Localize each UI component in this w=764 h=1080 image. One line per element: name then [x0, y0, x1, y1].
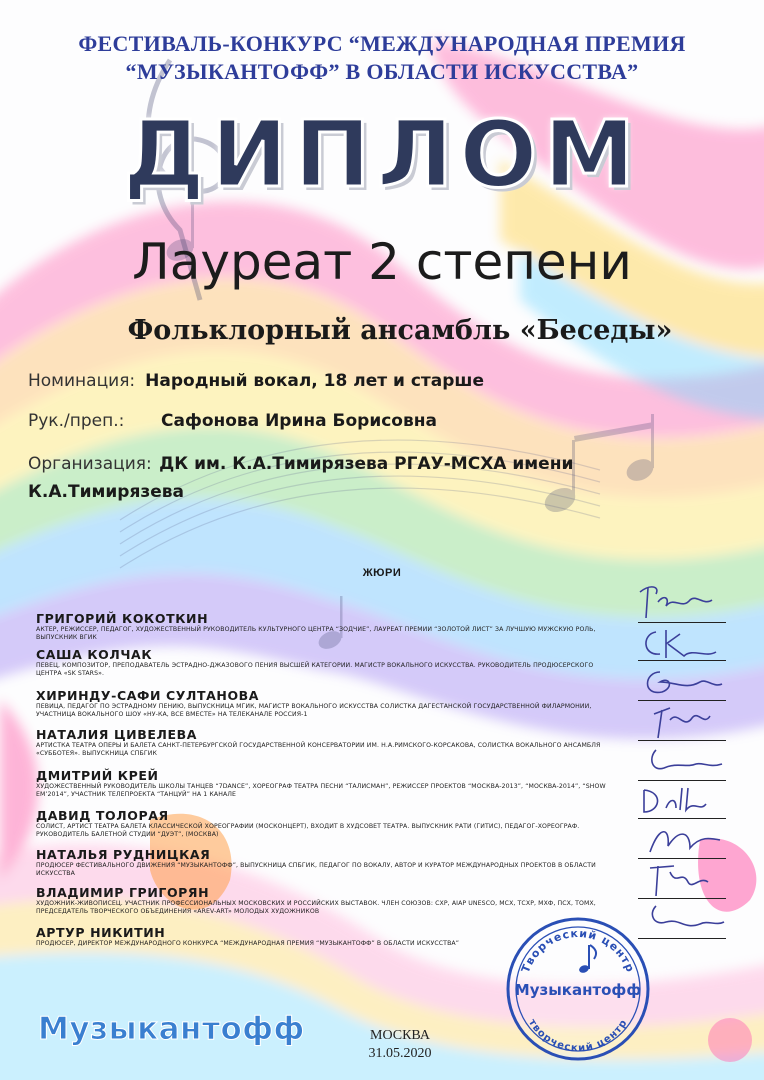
jury-member	[36, 847, 621, 878]
jury-member-description: ПРОДЮСЕР ФЕСТИВАЛЬНОГО ДВИЖЕНИЯ “МУЗЫКАНТОФФ”, ВЫПУСКНИЦА СПБГИК, ПЕДАГОГ ПО ВОКАЛУ, АВТОР И КУРАТОР МЕЖДУНАРОДНЫХ ПРОЕКТОВ В ОБЛАСТИ ИСКУССТВА	[36, 862, 596, 877]
award-level: Лауреат 2 степени	[132, 233, 632, 291]
organization-value-line-1: ДК им. К.А.Тимирязева РГАУ-МСХА имени	[159, 454, 574, 474]
jury-member-description: ХУДОЖНИК-ЖИВОПИСЕЦ. УЧАСТНИК ПРОФЕССИОНАЛЬНЫХ МОСКОВСКИХ И РОССИЙСКИХ ВЫСТАВОК. ЧЛЕН СОЮЗОВ: СХР, AIAP UNESCO, МСХ, ТСХР, МХФ, ПСХ, ТОМХ, ПРЕДСЕДАТЕЛЬ ТВОРЧЕСКОГО ОБЪЕДИНЕНИЯ «AREV-ART» МОЛОДЫХ ХУДОЖНИКОВ	[36, 900, 596, 915]
leader-row	[28, 407, 728, 435]
jury-member-description: СОЛИСТ, АРТИСТ ТЕАТРА БАЛЕТА КЛАССИЧЕСКОЙ ХОРЕОГРАФИИ (МОСКОНЦЕРТ), ВХОДИТ В ХУДСОВЕТ ТЕАТРА. ВЫПУСКНИК РАТИ (ГИТИС), ПЕДАГОГ-ХОРЕОГРАФ. РУКОВОДИТЕЛЬ БАЛЕТНОЙ СТУДИИ “ДУЭТ”, (МОСКВА)	[36, 823, 580, 838]
seal-center-text: Музыкантофф	[514, 981, 642, 999]
jury-member-description: ХУДОЖЕСТВЕННЫЙ РУКОВОДИТЕЛЬ ШКОЛЫ ТАНЦЕВ “7DANCE”, ХОРЕОГРАФ ТЕАТРА ПЕСНИ “ТАЛИСМАН”, РЕЖИССЕР ПРОЕКТОВ “МОСКВА-2013”, “МОСКВА-2014”, “SHOW EM’2014”, УЧАСТНИК ТЕЛЕПРОЕКТА “ТАНЦУЙ” НА 1 КАНАЛЕ	[36, 783, 606, 798]
jury-member-name: САША КОЛЧАК	[36, 647, 153, 662]
issue-city: МОСКВА	[370, 1028, 430, 1043]
nomination-label: Номинация:	[28, 371, 136, 391]
jury-member-name: ДМИТРИЙ КРЕЙ	[36, 768, 159, 783]
jury-member	[36, 808, 621, 839]
musicantoff-logo: Музыкантофф	[38, 1011, 305, 1047]
jury-member-name: НАТАЛИЯ ЦИВЕЛЕВА	[36, 727, 198, 742]
jury-member	[36, 768, 621, 799]
organization-row-continued	[28, 478, 184, 506]
signature-kokotkin	[630, 580, 730, 626]
jury-member-description: ПЕВИЦА, ПЕДАГОГ ПО ЭСТРАДНОМУ ПЕНИЮ, ВЫПУСКНИЦА МГИК, МАГИСТР ВОКАЛЬНОГО ИСКУССТВА СОЛИСТКА ДАГЕСТАНСКОЙ ГОСУДАРСТВЕННОЙ ФИЛАРМОНИИ, УЧАСТНИЦА ВОКАЛЬНОГО ШОУ «НУ-КА, ВСЕ ВМЕСТЕ» НА ТЕЛЕКАНАЛЕ РОССИЯ-1	[36, 703, 592, 718]
jury-member-description: ПЕВЕЦ, КОМПОЗИТОР, ПРЕПОДАВАТЕЛЬ ЭСТРАДНО-ДЖАЗОВОГО ПЕНИЯ ВЫСШЕЙ КАТЕГОРИИ. МАГИСТР ВОКАЛЬНОГО ИСКУССТВА. РУКОВОДИТЕЛЬ ПРОДЮСЕРСКОГО ЦЕНТРА «SK STARS».	[36, 662, 594, 677]
nomination-value: Народный вокал, 18 лет и старше	[145, 371, 484, 391]
jury-member	[36, 688, 621, 719]
festival-title-line-1: ФЕСТИВАЛЬ-КОНКУРС “МЕЖДУНАРОДНАЯ ПРЕМИЯ	[78, 31, 686, 56]
festival-title-line-2: “МУЗЫКАНТОФФ” В ОБЛАСТИ ИСКУССТВА”	[125, 59, 639, 84]
organization-label: Организация:	[28, 454, 152, 474]
jury-member-name: ХИРИНДУ-САФИ СУЛТАНОВА	[36, 688, 260, 703]
jury-member	[36, 727, 621, 758]
jury-member-name: ГРИГОРИЙ КОКОТКИН	[36, 611, 209, 626]
jury-member-name: НАТАЛЬЯ РУДНИЦКАЯ	[36, 847, 211, 862]
jury-member-name: АРТУР НИКИТИН	[36, 925, 166, 940]
participant-name: Фольклорный ансамбль «Беседы»	[127, 315, 673, 346]
organization-row	[28, 450, 728, 478]
jury-member	[36, 885, 621, 916]
leader-value: Сафонова Ирина Борисовна	[161, 411, 437, 431]
organization-value-line-2: К.А.Тимирязева	[28, 482, 185, 502]
jury-member	[36, 647, 621, 678]
nomination-row	[28, 367, 484, 395]
issue-date: 31.05.2020	[368, 1046, 432, 1061]
jury-member-name: ВЛАДИМИР ГРИГОРЯН	[36, 885, 210, 900]
jury-member-description: АКТЕР, РЕЖИССЕР, ПЕДАГОГ, ХУДОЖЕСТВЕННЫЙ РУКОВОДИТЕЛЬ КУЛЬТУРНОГО ЦЕНТРА “ЗОДЧИЕ”, ЛАУРЕАТ ПРЕМИИ “ЗОЛОТОЙ ЛИСТ” ЗА ЛУЧШУЮ МУЖСКУЮ РОЛЬ, ВЫПУСКНИК ВГИК	[36, 626, 596, 641]
diploma-title: ДИПЛОМ	[122, 101, 642, 208]
jury-member-name: ДАВИД ТОЛОРАЯ	[36, 808, 169, 823]
seal-bottom-text: творческий центр	[526, 1017, 630, 1055]
leader-label: Рук./преп.:	[28, 411, 125, 431]
jury-heading: ЖЮРИ	[362, 567, 402, 579]
seal-top-text: Творческий центр	[518, 926, 638, 975]
organization-seal	[504, 915, 652, 1063]
jury-member	[36, 611, 621, 642]
jury-member-description: АРТИСТКА ТЕАТРА ОПЕРЫ И БАЛЕТА САНКТ-ПЕТЕРБУРГСКОЙ ГОСУДАРСТВЕННОЙ КОНСЕРВАТОРИИ ИМ. Н.А.РИМСКОГО-КОРСАКОВА, СОЛИСТКА ВОКАЛЬНОГО АНСАМБЛЯ «СУББОТЕЯ». ВЫПУСКНИЦА СПБГИК	[36, 742, 601, 757]
jury-member-description: ПРОДЮСЕР, ДИРЕКТОР МЕЖДУНАРОДНОГО КОНКУРСА “МЕЖДУНАРОДНАЯ ПРЕМИЯ “МУЗЫКАНТОФФ” В ОБЛАСТИ ИСКУССТВА”	[36, 940, 460, 947]
